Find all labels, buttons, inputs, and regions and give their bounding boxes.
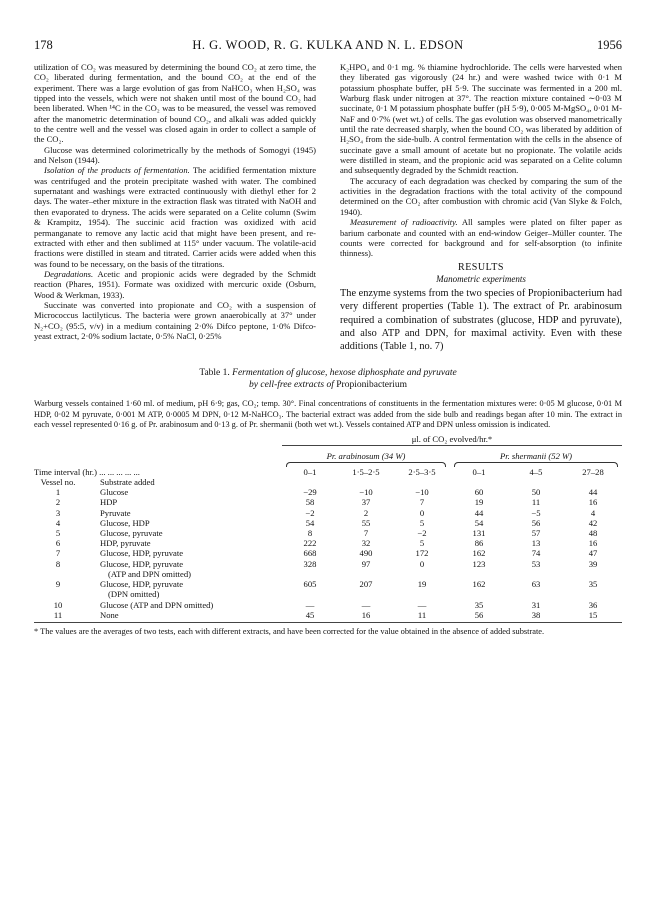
body-paragraph <box>34 62 316 145</box>
substrate-text: None <box>100 609 119 620</box>
value-cell: 60 <box>474 487 484 498</box>
value-cell: 16 <box>361 609 371 620</box>
body-paragraph <box>34 145 316 166</box>
vessel-number: 8 <box>55 558 61 569</box>
paragraph-text: utilization of CO₂ was measured by determining the bound CO₂ at zero time, the CO₂ liberated during fermentation, and the bound CO₂ at the end of the experiment. There was a large evolution of gas from NaHCO₃ when H₂SO₄ was tipped into the vessels, which were not shaken until most of the bound CO₂ had been liberated. When ¹⁴C in the CO₂ was to be measured, the vessel was removed after the manometric determination of bound CO₂, and alkali was added quickly to the centre well and the vessel was closed again in order to collect a sample of the CO₂. <box>34 62 316 145</box>
value-cell: 54 <box>474 517 484 528</box>
value-cell: 37 <box>361 497 371 508</box>
table-row <box>34 487 622 497</box>
table-row <box>34 610 622 620</box>
interval-header: 1·5–2·5 <box>352 466 380 477</box>
paragraph-text: The accuracy of each degradation was checked by comparing the sum of the activities in the degradation fractions with the total activity of the compound determined on the CO₂ after combustion with chromic acid (Van Slyke & Folch, 1940). <box>340 175 622 217</box>
vessel-number: 7 <box>55 548 61 559</box>
paragraph-text: Glucose was determined colorimetrically by the methods of Somogyi (1945) and Nelson (1944). <box>34 144 316 166</box>
value-cell: 56 <box>474 609 484 620</box>
table-row <box>34 579 622 599</box>
table-title-genus: Propionibacterium <box>336 380 407 391</box>
vessel-no-header: Vessel no. <box>40 477 76 488</box>
substrate-cell <box>82 559 282 579</box>
substrate-cell <box>82 528 282 538</box>
value-cell: 54 <box>305 517 315 528</box>
vessel-number: 9 <box>55 579 61 590</box>
section-heading: Degradations. <box>44 268 94 279</box>
results-heading: RESULTS <box>458 261 504 273</box>
vessel-number: 1 <box>55 487 61 498</box>
value-cell: 38 <box>531 609 541 620</box>
substrate-cell <box>82 548 282 558</box>
value-cell: 58 <box>305 497 315 508</box>
value-cell: 47 <box>588 548 598 559</box>
value-cell: 131 <box>472 528 486 539</box>
table-caption: Warburg vessels contained 1·60 ml. of medium, pH 6·9; gas, CO₂; temp. 30°. Final concentrations of constituents in the fermentation mixtures were: 0·05 M glucose, 0·01 M HDP, 0·02 M pyruvate, 0·001 M ATP, 0·0005 M DPN, 0·12 M-NaHCO₃. The bacterial extract was added from the side bulb and readings began after 10 min. The extract in each vessel represented 0·16 g. of Pr. arabinosum and 0·13 g. of Pr. shermanii (both wet wt.). Vessels contained ATP and DPN unless omission is indicated. <box>34 399 622 430</box>
results-subheading: Manometric experiments <box>436 273 526 284</box>
value-cell: 162 <box>472 548 486 559</box>
right-column <box>340 62 622 353</box>
table-row <box>34 528 622 538</box>
substrate-text: Glucose, pyruvate <box>100 528 163 539</box>
value-cell: 74 <box>531 548 541 559</box>
table-row <box>34 518 622 528</box>
value-cell: 57 <box>531 528 541 539</box>
value-cell: 53 <box>531 558 541 569</box>
vessel-number: 2 <box>55 497 61 508</box>
body-paragraph <box>34 269 316 300</box>
value-cell: 11 <box>417 609 427 620</box>
value-cell: — <box>417 599 427 610</box>
table-row <box>34 559 622 579</box>
value-cell: — <box>305 599 315 610</box>
table-title <box>34 367 622 391</box>
paragraph-text: Succinate was converted into propionate and CO₂ with a suspension of Micrococcus lactilyticus. The bacteria were grown anaerobically at 37° under N₂+CO₂ (95:5, v/v) in a medium containing 2·0% Difco peptone, 1·0% Difco-yeast extract, 2·0% sodium lactate, 0·5% NaCl, 0·25% <box>34 299 316 341</box>
value-cell: 86 <box>474 538 484 549</box>
substrate-text: HDP <box>100 497 118 508</box>
value-cell: 222 <box>303 538 317 549</box>
value-cell: 35 <box>474 599 484 610</box>
value-cell: 172 <box>415 548 429 559</box>
journal-page <box>34 38 622 637</box>
value-cell: −5 <box>531 507 541 518</box>
value-cell: 15 <box>588 609 598 620</box>
value-cell: 605 <box>303 579 317 590</box>
value-cell: 50 <box>531 487 541 498</box>
interval-header: 27–28 <box>582 466 604 477</box>
substrate-header: Substrate added <box>100 477 155 488</box>
table-row <box>34 600 622 610</box>
page-number: 178 <box>34 38 53 52</box>
interval-header: 2·5–3·5 <box>408 466 436 477</box>
value-cell: 44 <box>474 507 484 518</box>
value-cell: 31 <box>531 599 541 610</box>
value-cell: 0 <box>419 507 425 518</box>
value-cell: 8 <box>307 528 313 539</box>
table-row <box>34 497 622 507</box>
value-cell: 5 <box>419 517 425 528</box>
running-header <box>34 38 622 56</box>
data-table <box>34 434 622 619</box>
vessel-number: 6 <box>55 538 61 549</box>
substrate-text: Glucose, HDP <box>100 517 150 528</box>
substrate-note: (DPN omitted) <box>108 589 160 600</box>
paragraph-text: Acetic and propionic acids were degraded by the Schmidt reaction (Phares, 1951). Formate was oxidized with mercuric oxide (Osburn, Wood & Werkman, 1933). <box>34 268 316 300</box>
value-cell: 11 <box>531 497 541 508</box>
substrate-note: (ATP and DPN omitted) <box>108 568 191 579</box>
vessel-number: 3 <box>55 507 61 518</box>
table-title-line2: by cell-free extracts of <box>249 380 334 391</box>
value-cell: 16 <box>588 497 598 508</box>
value-cell: 162 <box>472 579 486 590</box>
substrate-cell <box>82 579 282 599</box>
value-cell: 328 <box>303 558 317 569</box>
value-cell: 48 <box>588 528 598 539</box>
value-cell: 97 <box>361 558 371 569</box>
substrate-text: HDP, pyruvate <box>100 538 151 549</box>
body-paragraph <box>340 62 622 176</box>
substrate-text: Glucose, HDP, pyruvate <box>100 558 184 569</box>
value-cell: 19 <box>417 579 427 590</box>
value-cell: 44 <box>588 487 598 498</box>
value-cell: 32 <box>361 538 371 549</box>
value-cell: 123 <box>472 558 486 569</box>
section-heading: Measurement of radioactivity. <box>350 217 458 228</box>
value-cell: 5 <box>419 538 425 549</box>
value-cell: 42 <box>588 517 598 528</box>
body-paragraph <box>340 176 622 217</box>
table-row <box>34 548 622 558</box>
value-cell: 7 <box>363 528 369 539</box>
value-cell: −2 <box>305 507 315 518</box>
value-cell: 19 <box>474 497 484 508</box>
substrate-cell <box>82 497 282 507</box>
value-cell: 16 <box>588 538 598 549</box>
paragraph-text: The acidified fermentation mixture was centrifuged and the protein precipitate washed with water. The combined supernatant and washings were extracted continuously with diethyl ether for 2 days. The water–ether mixture in the extraction flask was titrated with NaOH and then evaporated to dryness. The acids were separated on a Celite column (Swim & Krampitz, 1954). The succinic acid fraction was oxidized with acid permanganate to remove any lactic acid that might have been present, and re-extracted with ether and then sublimed at 115° under vacuum. The volatile-acid fractions were distilled in steam and titrated. Carrier acids were added when this was found to be necessary, on the basis of the titrations. <box>34 165 316 269</box>
table-footnote: * The values are the averages of two tests, each with different extracts, and have been corrected for the value obtained in the absence of added substrate. <box>34 626 545 636</box>
paragraph-text: All samples were plated on filter paper as barium carbonate and counted with an end-window Geiger–Müller counter. The counts were corrected for background and for self-absorption (to infinite thinness). <box>340 217 622 259</box>
body-paragraph <box>34 165 316 268</box>
value-cell: 13 <box>531 538 541 549</box>
value-cell: — <box>361 599 371 610</box>
interval-header: 0–1 <box>303 466 317 477</box>
running-title: H. G. WOOD, R. G. KULKA AND N. L. EDSON <box>192 38 464 52</box>
substrate-cell <box>82 518 282 528</box>
table-row <box>34 538 622 548</box>
section-heading: Isolation of the products of fermentation. <box>44 165 190 176</box>
substrate-text: Pyruvate <box>100 507 131 518</box>
interval-header: 4–5 <box>529 466 543 477</box>
group-header-arabinosum: Pr. arabinosum (34 W) <box>326 450 406 461</box>
results-paragraph: The enzyme systems from the two species of Propionibacterium had very different properties (Table 1). The extract of Pr. arabinosum required a combination of substrates (glucose, HDP and pyruvate), and also ATP and DPN, for maximal activity. Even with these additions (Table 1, no. 7) <box>340 288 622 353</box>
value-cell: 56 <box>531 517 541 528</box>
body-paragraph <box>34 300 316 341</box>
substrate-text: Glucose, HDP, pyruvate <box>100 579 184 590</box>
value-cell: 55 <box>361 517 371 528</box>
value-cell: 668 <box>303 548 317 559</box>
value-cell: 2 <box>363 507 369 518</box>
table-row <box>34 508 622 518</box>
value-cell: −10 <box>415 487 429 498</box>
substrate-cell <box>82 610 282 620</box>
year: 1956 <box>597 38 622 52</box>
value-cell: 4 <box>590 507 596 518</box>
vessel-number: 10 <box>53 599 63 610</box>
time-interval-label: Time interval (hr.) ... ... ... ... ... <box>34 466 140 477</box>
substrate-cell <box>82 600 282 610</box>
vessel-number: 4 <box>55 517 61 528</box>
two-column-body <box>34 62 622 353</box>
left-column <box>34 62 316 353</box>
body-paragraph <box>340 217 622 258</box>
table-label: Table 1. <box>199 368 230 379</box>
substrate-cell <box>82 508 282 518</box>
table-bottom-rule <box>34 622 622 623</box>
vessel-number: 5 <box>55 528 61 539</box>
value-cell: 0 <box>419 558 425 569</box>
value-cell: 36 <box>588 599 598 610</box>
unit-header: μl. of CO₂ evolved/hr.* <box>411 434 493 445</box>
value-cell: 35 <box>588 579 598 590</box>
paragraph-text: K₂HPO₄ and 0·1 mg. % thiamine hydrochloride. The cells were harvested when they liberated gas vigorously (24 hr.) and were washed twice with 0·1 M potassium phosphate buffer, pH 5·9. The succinate was fermented in a 200 ml. Warburg flask under nitrogen at 37°. The reaction mixture contained ∼0·03 M succinate, 0·1 M potassium phosphate buffer (pH 5·9), 0·005 M-MgSO₄, 0·01 M-NaF and 0·7% (wet wt.) of cells. The gas evolution was observed manometrically until the rate decreased sharply, when the bound CO₂ was liberated by addition of H₂SO₄ from the side-bulb. A control fermentation with the cells in the absence of succinate gave a small amount of acetate but no propionate. The volatile acids were distilled in steam, and the propionic acid was separated on a Celite column and subsequently degraded by the Schmidt reaction. <box>340 62 622 176</box>
substrate-text: Glucose <box>100 487 129 498</box>
value-cell: −2 <box>417 528 427 539</box>
value-cell: 45 <box>305 609 315 620</box>
value-cell: 63 <box>531 579 541 590</box>
substrate-text: Glucose, HDP, pyruvate <box>100 548 184 559</box>
interval-header: 0–1 <box>472 466 486 477</box>
vessel-number: 11 <box>53 609 63 620</box>
value-cell: 7 <box>419 497 425 508</box>
substrate-cell <box>82 487 282 497</box>
value-cell: −29 <box>303 487 317 498</box>
value-cell: 39 <box>588 558 598 569</box>
substrate-cell <box>82 538 282 548</box>
value-cell: 490 <box>359 548 373 559</box>
value-cell: −10 <box>359 487 373 498</box>
table-title-text: Fermentation of glucose, hexose diphosphate and pyruvate <box>232 368 457 379</box>
value-cell: 207 <box>359 579 373 590</box>
substrate-text: Glucose (ATP and DPN omitted) <box>100 599 214 610</box>
group-header-shermanii: Pr. shermanii (52 W) <box>499 450 573 461</box>
